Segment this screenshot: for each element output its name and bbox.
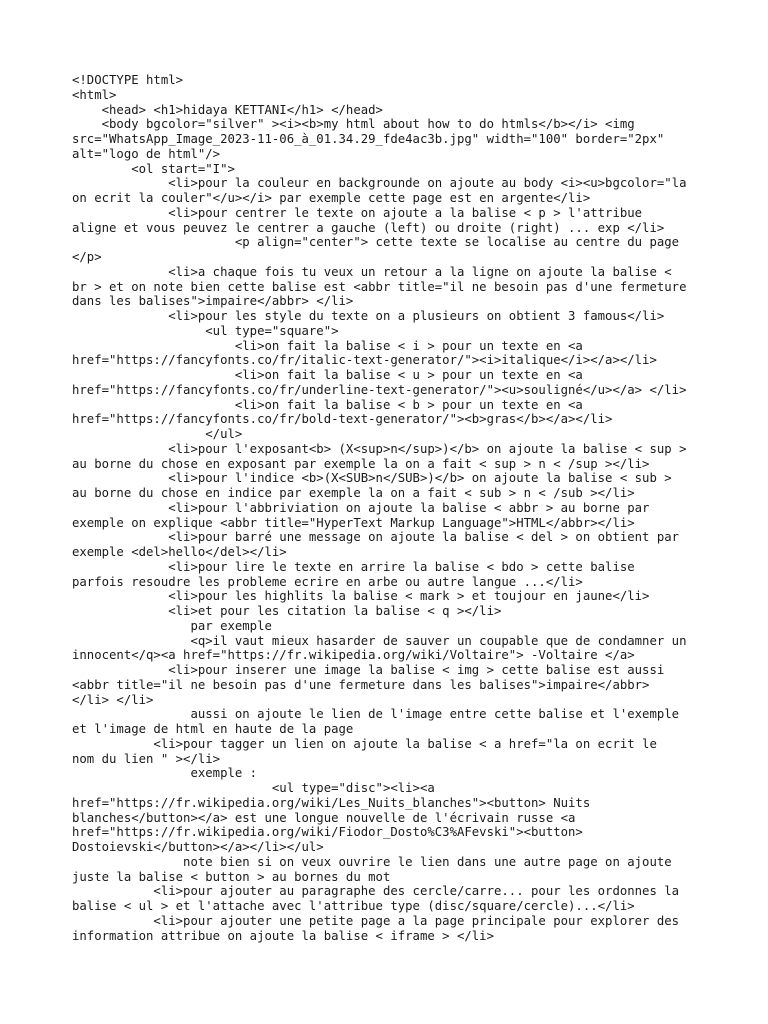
code-line: <li>a chaque fois tu veux un retour a la ligne on ajoute la balise <	[72, 264, 672, 279]
html-source-code	[72, 73, 728, 943]
code-line: note bien si on veux ouvrire le lien dans une autre page on ajoute	[72, 854, 672, 869]
code-line: </li> </li>	[72, 692, 154, 707]
code-line: exemple <del>hello</del></li>	[72, 545, 287, 559]
code-line: dans les balises">impaire</abbr> </li>	[72, 294, 354, 309]
code-line: <li>on fait la balise < i > pour un texte en <a	[72, 338, 583, 353]
code-line: exemple :	[72, 766, 258, 781]
code-line: information attribue on ajoute la balise < iframe > </li>	[72, 928, 494, 943]
code-line: et l'image de html en haute de la page	[72, 722, 354, 736]
code-line: <p align="center"> cette texte se localise au centre du page	[72, 235, 680, 250]
code-line: <li>pour lire le texte en arrire la balise < bdo > cette balise	[72, 559, 635, 574]
code-line: on ecrit la couler"</u></i> par exemple cette page est en argente</li>	[72, 191, 591, 205]
code-line: href="https://fr.wikipedia.org/wiki/Fiodor_Dosto%C3%AFevski"><button>	[72, 825, 583, 840]
code-line: parfois resoudre les probleme ecrire en arbe ou autre langue ...</li>	[72, 574, 583, 589]
code-line: </ul>	[72, 427, 243, 441]
code-line: <li>on fait la balise < b > pour un texte en <a	[72, 397, 583, 412]
code-line: au borne du chose en exposant par exemple la on a fait < sup > n < /sup ></li>	[72, 456, 650, 471]
code-line: <li>pour ajouter une petite page a la page principale pour explorer des	[72, 913, 680, 928]
code-line: href="https://fr.wikipedia.org/wiki/Les_Nuits_blanches"><button> Nuits	[72, 795, 591, 810]
code-line: <li>on fait la balise < u > pour un texte en <a	[72, 368, 583, 382]
code-line: <li>pour tagger un lien on ajoute la balise < a href="la on ecrit le	[72, 736, 657, 751]
code-line: par exemple	[72, 618, 272, 633]
code-line: <li>pour inserer une image la balise < img > cette balise est aussi	[72, 663, 665, 677]
code-line: aligne et vous peuvez le centrer a gauche (left) ou droite (right) ... exp </li>	[72, 220, 665, 235]
code-line: <head> <h1>hidaya KETTANI</h1> </head>	[72, 102, 383, 117]
code-line: <body bgcolor="silver" ><i><b>my html about how to do htmls</b></i> <img	[72, 117, 635, 132]
code-line: <li>pour ajouter au paragraphe des cercle/carre... pour les ordonnes la	[72, 884, 680, 899]
code-line: <li>pour l'indice <b>(X<SUB>n</SUB>)</b> on ajoute la balise < sub >	[72, 471, 672, 486]
code-line: alt="logo de html"/>	[72, 146, 221, 161]
code-line: balise < ul > et l'attache avec l'attribue type (disc/square/cercle)...</li>	[72, 899, 635, 913]
code-line: <html>	[72, 87, 117, 102]
code-line: blanches</button></a> est une longue nouvelle de l'écrivain russe <a	[72, 810, 576, 825]
code-line: <q>il vaut mieux hasarder de sauver un coupable que de condamner un	[72, 633, 687, 648]
code-line: src="WhatsApp_Image_2023-11-06_à_01.34.29_fde4ac3b.jpg" width="100" border="2px"	[72, 132, 665, 146]
code-line: <li>pour l'abbriviation on ajoute la balise < abbr > au borne par	[72, 500, 650, 515]
code-line: innocent</q><a href="https://fr.wikipedia.org/wiki/Voltaire"> -Voltaire </a>	[72, 648, 635, 663]
code-line: <!DOCTYPE html>	[72, 73, 184, 87]
code-line: exemple on explique <abbr title="HyperText Markup Language">HTML</abbr></li>	[72, 515, 635, 530]
code-line: <ul type="square">	[72, 323, 339, 338]
code-line: <li>pour la couleur en backgrounde on ajoute au body <i><u>bgcolor="la	[72, 176, 687, 191]
code-line: <abbr title="il ne besoin pas d'une fermeture dans les balises">impaire</abbr>	[72, 677, 650, 692]
code-line: href="https://fancyfonts.co/fr/underline-text-generator/"><u>souligné</u></a> </li>	[72, 382, 687, 397]
code-line: <li>et pour les citation la balise < q ></li>	[72, 604, 502, 618]
code-line: href="https://fancyfonts.co/fr/italic-text-generator/"><i>italique</i></a></li>	[72, 353, 657, 368]
code-line: href="https://fancyfonts.co/fr/bold-text-generator/"><b>gras</b></a></li>	[72, 412, 613, 427]
code-line: <ul type="disc"><li><a	[72, 781, 435, 795]
code-line: br > et on note bien cette balise est <abbr title="il ne besoin pas d'une fermeture	[72, 279, 687, 294]
code-line: juste la balise < button > au bornes du mot	[72, 869, 391, 884]
code-line: <ol start="I">	[72, 161, 235, 176]
code-line: nom du lien " ></li>	[72, 751, 221, 766]
code-line: <li>pour l'exposant<b> (X<sup>n</sup>)</b> on ajoute la balise < sup >	[72, 441, 687, 456]
code-line: Dostoievski</button></a></li></ul>	[72, 840, 324, 854]
code-line: <li>pour les highlits la balise < mark > et toujour en jaune</li>	[72, 589, 650, 604]
code-line: </p>	[72, 250, 102, 264]
code-line: <li>pour barré une message on ajoute la balise < del > on obtient par	[72, 530, 680, 545]
code-line: <li>pour centrer le texte on ajoute a la balise < p > l'attribue	[72, 205, 643, 220]
code-line: au borne du chose en indice par exemple la on a fait < sub > n < /sub ></li>	[72, 486, 635, 500]
code-line: aussi on ajoute le lien de l'image entre cette balise et l'exemple	[72, 707, 680, 722]
code-line: <li>pour les style du texte on a plusieurs on obtient 3 famous</li>	[72, 309, 665, 323]
